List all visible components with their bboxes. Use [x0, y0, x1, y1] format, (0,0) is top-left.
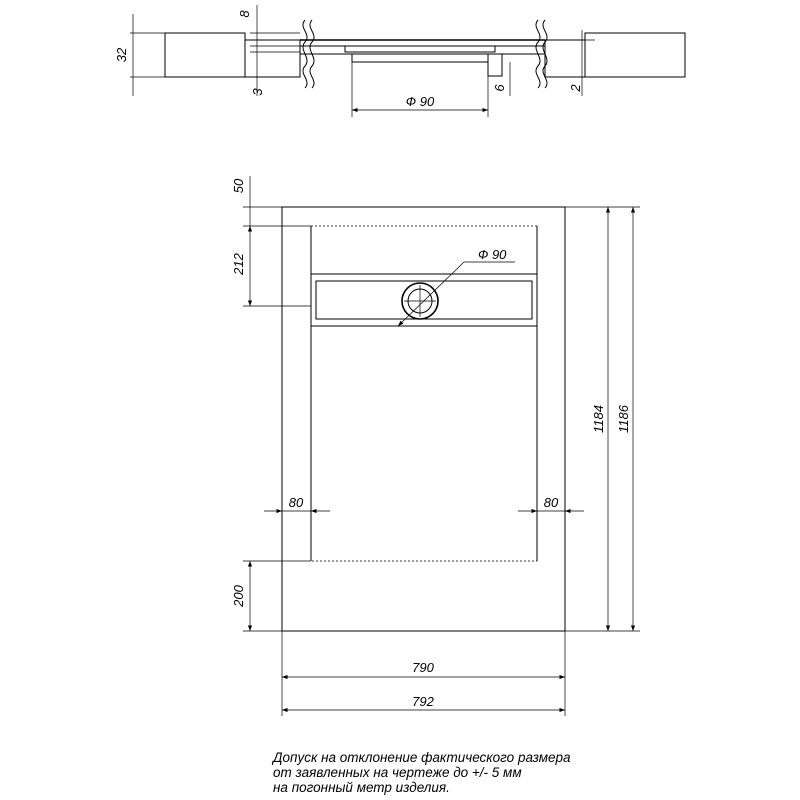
dim-top-offset: 8: [237, 10, 252, 18]
dim-plan-drain-diameter: Ф 90: [478, 247, 507, 262]
note-line-3: на погонный метр изделия.: [273, 780, 450, 795]
drain-outlet: [352, 54, 488, 62]
dim-outer-width: 792: [412, 694, 434, 709]
dim-total-thickness: 32: [114, 47, 129, 63]
dim-inner-width: 790: [412, 660, 434, 675]
note-line-1: Допуск на отклонение фактического размера: [273, 750, 571, 765]
section-view: [114, 5, 685, 117]
dim-inner-length: 1184: [591, 405, 606, 433]
hatched-wall-right: [585, 33, 685, 77]
tolerance-note: [273, 750, 693, 795]
note-line-2: от заявленных на чертеже до +/- 5 мм: [273, 765, 522, 780]
tray-inner-surface: [311, 226, 537, 561]
dim-bottom-offset-plan: 200: [231, 585, 246, 607]
plan-view: [231, 176, 640, 716]
dim-section-drain-diameter: Ф 90: [405, 94, 435, 109]
drain-leader: [398, 262, 464, 326]
dim-left-rim: 80: [288, 495, 304, 510]
tray-body: [300, 46, 545, 54]
tray-outline: [282, 207, 565, 631]
dim-outer-length: 1186: [616, 405, 631, 433]
drain-channel: [345, 46, 495, 52]
drain-hatch: [488, 54, 502, 76]
dim-right-edge: 2: [568, 84, 583, 92]
hatched-floor-left: [245, 40, 300, 77]
plan-drain-grate: [316, 281, 532, 319]
dim-right-gap: 6: [492, 84, 507, 92]
dim-right-rim: 80: [543, 495, 559, 510]
dim-bottom-offset: 3: [250, 88, 265, 96]
hatched-wall-left: [165, 33, 245, 77]
hatched-floor-right: [545, 40, 585, 77]
dim-top-margin: 50: [231, 178, 246, 194]
dim-channel-offset: 212: [231, 253, 246, 275]
